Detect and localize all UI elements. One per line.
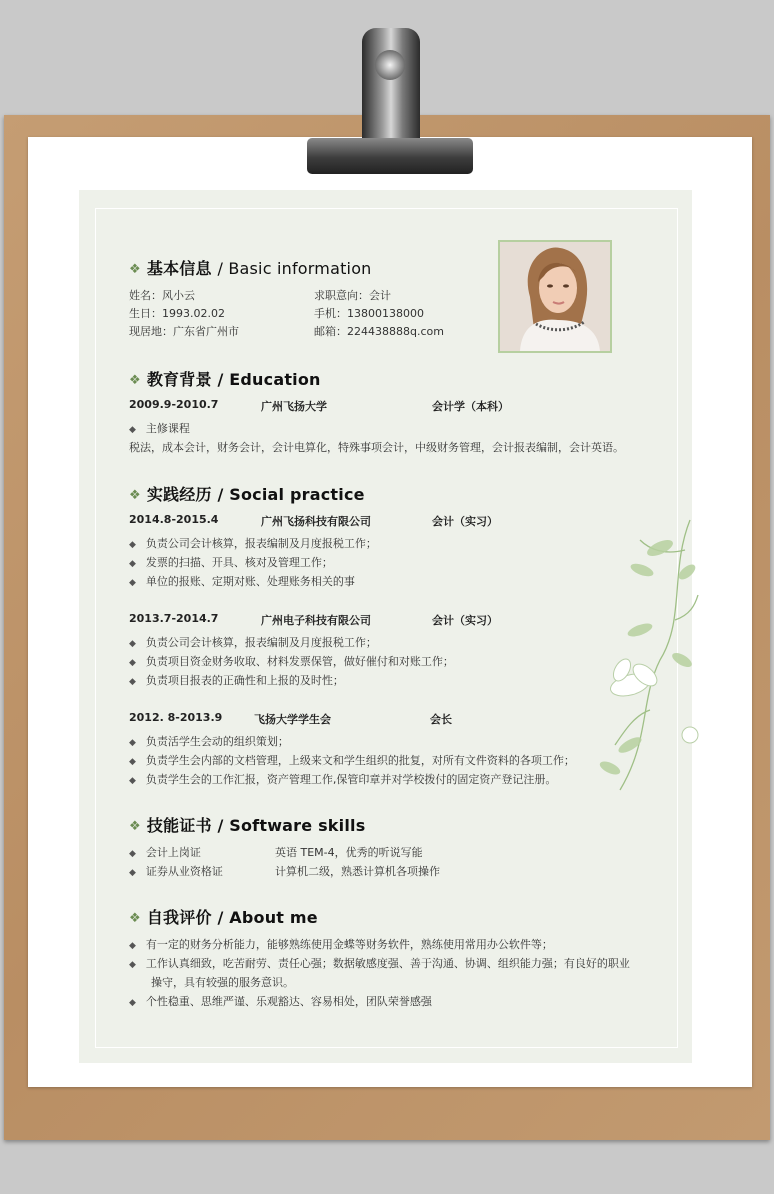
name-field: 姓名：风小云	[129, 289, 195, 302]
section-title-en: / Basic information	[217, 259, 372, 278]
clip-base	[307, 138, 473, 174]
section-title-education	[129, 367, 321, 390]
section-title-en: / Education	[217, 370, 321, 389]
about-item	[129, 955, 630, 971]
skill-item	[129, 844, 201, 860]
bullet-diamond-icon: ◆	[129, 998, 136, 1008]
bullet-diamond-icon: ◆	[129, 540, 136, 550]
bullet-diamond-icon: ◆	[129, 639, 136, 649]
portrait-image	[500, 242, 610, 351]
email-field: 邮箱：224438888q.com	[314, 325, 444, 338]
section-title-cn: 实践经历	[146, 485, 212, 504]
job-duty	[129, 653, 454, 669]
section-title-en: / Software skills	[217, 816, 366, 835]
section-title-cn: 自我评价	[146, 908, 212, 927]
course-label-text: 主修课程	[145, 422, 190, 435]
job-duty	[129, 733, 289, 749]
job-intention-field: 求职意向：会计	[314, 289, 391, 302]
edu-school: 广州飞扬大学	[261, 400, 327, 413]
course-label	[129, 420, 190, 436]
bullet-diamond-icon: ◆	[129, 738, 136, 748]
job-duty-text: 负责学生会内部的文档管理，上级来文和学生组织的批复，对所有文件资料的各项工作；	[145, 754, 575, 767]
floral-decoration	[590, 510, 700, 810]
skill-left-text: 会计上岗证	[145, 846, 201, 859]
bullet-diamond-icon: ◆	[129, 941, 136, 951]
skill-item	[129, 863, 223, 879]
about-item-text: 个性稳重、思维严谨、乐观豁达、容易相处，团队荣誉感强	[145, 995, 432, 1008]
job-period: 2013.7-2014.7	[129, 612, 219, 625]
birth-field: 生日：1993.02.02	[129, 307, 225, 320]
bullet-diamond-icon: ◆	[129, 849, 136, 859]
job-duty-text: 发票的扫描、开具、核对及管理工作；	[145, 556, 333, 569]
job-role: 会计（实习）	[432, 614, 498, 627]
phone-field: 手机：13800138000	[314, 307, 424, 320]
job-org: 广州电子科技有限公司	[261, 614, 371, 627]
diamond-icon: ❖	[129, 819, 141, 834]
job-period: 2014.8-2015.4	[129, 513, 219, 526]
job-duty-text: 负责学生会的工作汇报，资产管理工作,保管印章并对学校拨付的固定资产登记注册。	[145, 773, 557, 786]
section-title-cn: 教育背景	[146, 370, 212, 389]
job-role: 会计（实习）	[432, 515, 498, 528]
job-org: 广州飞扬科技有限公司	[261, 515, 371, 528]
job-duty-text: 负责项目资金财务收取、材料发票保管，做好催付和对账工作；	[145, 655, 454, 668]
about-item	[129, 993, 432, 1009]
section-title-about	[129, 905, 318, 928]
job-duty	[129, 535, 377, 551]
diamond-icon: ❖	[129, 373, 141, 388]
edu-major: 会计学（本科）	[432, 400, 509, 413]
bullet-diamond-icon: ◆	[129, 868, 136, 878]
address-field: 现居地：广东省广州市	[129, 325, 239, 338]
job-duty	[129, 573, 355, 589]
job-duty-text: 负责活学生会动的组织策划；	[145, 735, 289, 748]
section-title-cn: 技能证书	[146, 816, 212, 835]
bullet-diamond-icon: ◆	[129, 559, 136, 569]
about-item-text: 工作认真细致，吃苦耐劳、责任心强；数据敏感度强、善于沟通、协调、组织能力强；有良好的职业	[145, 957, 630, 970]
job-org: 飞扬大学学生会	[254, 713, 331, 726]
bullet-diamond-icon: ◆	[129, 425, 136, 435]
job-duty-text: 单位的报账、定期对账、处理账务相关的事	[145, 575, 355, 588]
section-title-practice	[129, 482, 365, 505]
skill-right-text: 计算机二级，熟悉计算机各项操作	[275, 865, 440, 878]
profile-photo	[498, 240, 612, 353]
about-item-continuation: 操守，具有较强的服务意识。	[151, 976, 294, 989]
job-role: 会长	[430, 713, 452, 726]
job-duty	[129, 752, 575, 768]
section-title-en: / Social practice	[217, 485, 365, 504]
job-duty	[129, 672, 344, 688]
job-duty	[129, 771, 556, 787]
job-duty-text: 负责公司会计核算，报表编制及月度报税工作；	[145, 537, 377, 550]
course-list: 税法，成本会计，财务会计，会计电算化，特殊事项会计，中级财务管理，会计报表编制，会计英语。	[129, 441, 624, 454]
skill-right-text: 英语 TEM-4，优秀的听说写能	[275, 846, 423, 859]
about-item	[129, 936, 553, 952]
diamond-icon: ❖	[129, 262, 141, 277]
bullet-diamond-icon: ◆	[129, 677, 136, 687]
section-title-skills	[129, 813, 365, 836]
bullet-diamond-icon: ◆	[129, 960, 136, 970]
section-title-en: / About me	[217, 908, 318, 927]
bullet-diamond-icon: ◆	[129, 578, 136, 588]
clip-ring	[375, 50, 405, 80]
bullet-diamond-icon: ◆	[129, 658, 136, 668]
edu-period: 2009.9-2010.7	[129, 398, 219, 411]
about-item-text: 有一定的财务分析能力，能够熟练使用金蝶等财务软件，熟练使用常用办公软件等；	[145, 938, 553, 951]
bullet-diamond-icon: ◆	[129, 757, 136, 767]
bullet-diamond-icon: ◆	[129, 776, 136, 786]
job-duty-text: 负责公司会计核算，报表编制及月度报税工作；	[145, 636, 377, 649]
job-duty-text: 负责项目报表的正确性和上报的及时性；	[145, 674, 344, 687]
job-period: 2012. 8-2013.9	[129, 711, 223, 724]
skill-left-text: 证券从业资格证	[145, 865, 223, 878]
job-duty	[129, 554, 333, 570]
job-duty	[129, 634, 377, 650]
diamond-icon: ❖	[129, 911, 141, 926]
section-title-cn: 基本信息	[146, 259, 212, 278]
diamond-icon: ❖	[129, 488, 141, 503]
section-title-basic	[129, 256, 372, 279]
